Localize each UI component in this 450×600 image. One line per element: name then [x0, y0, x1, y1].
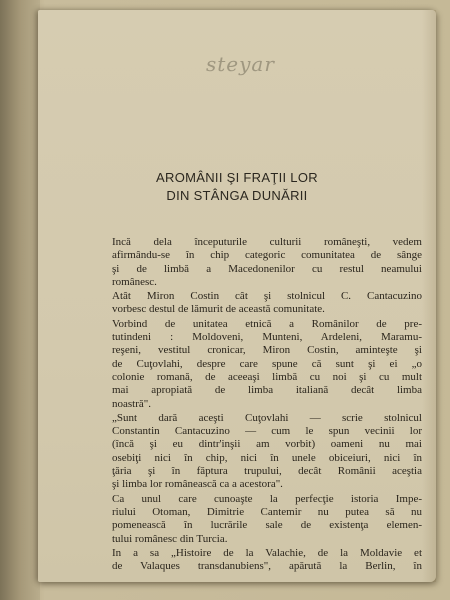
text-line: riului Otoman, Dimitrie Cantemir nu putea să nu — [112, 505, 422, 518]
text-line: ţăria şi în făptura trupului, decât Românii aceştia — [112, 465, 422, 478]
text-line: pomenească în lucrările sale de existenţa elemen- — [112, 519, 422, 532]
text-line: şi limba lor românească ca a acestora". — [112, 478, 283, 491]
text-line: noastră". — [112, 397, 152, 410]
book-spine — [0, 0, 40, 600]
text-line: (încă şi eu dintr'inşii am vorbit) oameni nu mai — [112, 438, 422, 451]
chapter-title-line-2: DIN STÂNGA DUNĂRII — [166, 188, 308, 203]
text-line: afirmându-se în chip categoric comunitatea de sânge — [112, 249, 422, 262]
text-line: „Sunt dară aceşti Cuţovlahi — scrie stolnicul — [112, 411, 422, 424]
handwritten-signature: steyar — [206, 52, 275, 76]
text-line: de Cuţovlahi, despre care spune că sunt şi ei „o — [112, 357, 422, 370]
text-line: de Valaques transdanubiens", apărută la Berlin, în — [112, 560, 422, 573]
text-line: tului românesc din Turcia. — [112, 532, 228, 545]
chapter-title-line-1: AROMÂNII ŞI FRAŢII LOR — [156, 170, 318, 185]
page-edge-shadow — [422, 10, 436, 582]
body-text — [96, 236, 422, 574]
text-line: mai apropiată de limba italiană decât limba — [112, 384, 422, 397]
paragraph-5 — [96, 493, 422, 546]
text-line: vorbesc destul de lămurit de această comunitate. — [112, 303, 325, 316]
text-line: reşeni, vestitul cronicar, Miron Costin, aminteşte şi — [112, 344, 422, 357]
paragraph-6 — [96, 547, 422, 574]
text-line: Atât Miron Costin cât şi stolnicul C. Cantacuzino — [112, 290, 422, 303]
text-line: şi de limbă a Macedonenilor cu restul neamului — [112, 262, 422, 275]
text-line: Ca unul care cunoaşte la perfecţie istoria Impe- — [112, 492, 422, 505]
text-line: Constantin Cantacuzino — cum le spun vecinii lor — [112, 425, 422, 438]
paragraph-1 — [96, 236, 422, 289]
text-line: In a sa „Histoire de la Valachie, de la Moldavie et — [112, 546, 422, 559]
text-line: Incă dela începuturile culturii româneşti, vedem — [112, 236, 422, 248]
text-line: colonie romană, de aceeaşi limbă cu noi şi cu mult — [112, 370, 422, 383]
paragraph-4 — [96, 412, 422, 492]
paragraph-3 — [96, 318, 422, 411]
text-line: românesc. — [112, 275, 157, 288]
book-page — [38, 10, 436, 582]
text-line: osebiţi nici în chip, nici în unele obiceiuri, nici în — [112, 451, 422, 464]
text-line: Vorbind de unitatea etnică a Românilor de pre- — [112, 317, 422, 330]
paragraph-2 — [96, 290, 422, 317]
text-line: tutindeni : Moldoveni, Munteni, Ardeleni, Maramu- — [112, 331, 422, 344]
